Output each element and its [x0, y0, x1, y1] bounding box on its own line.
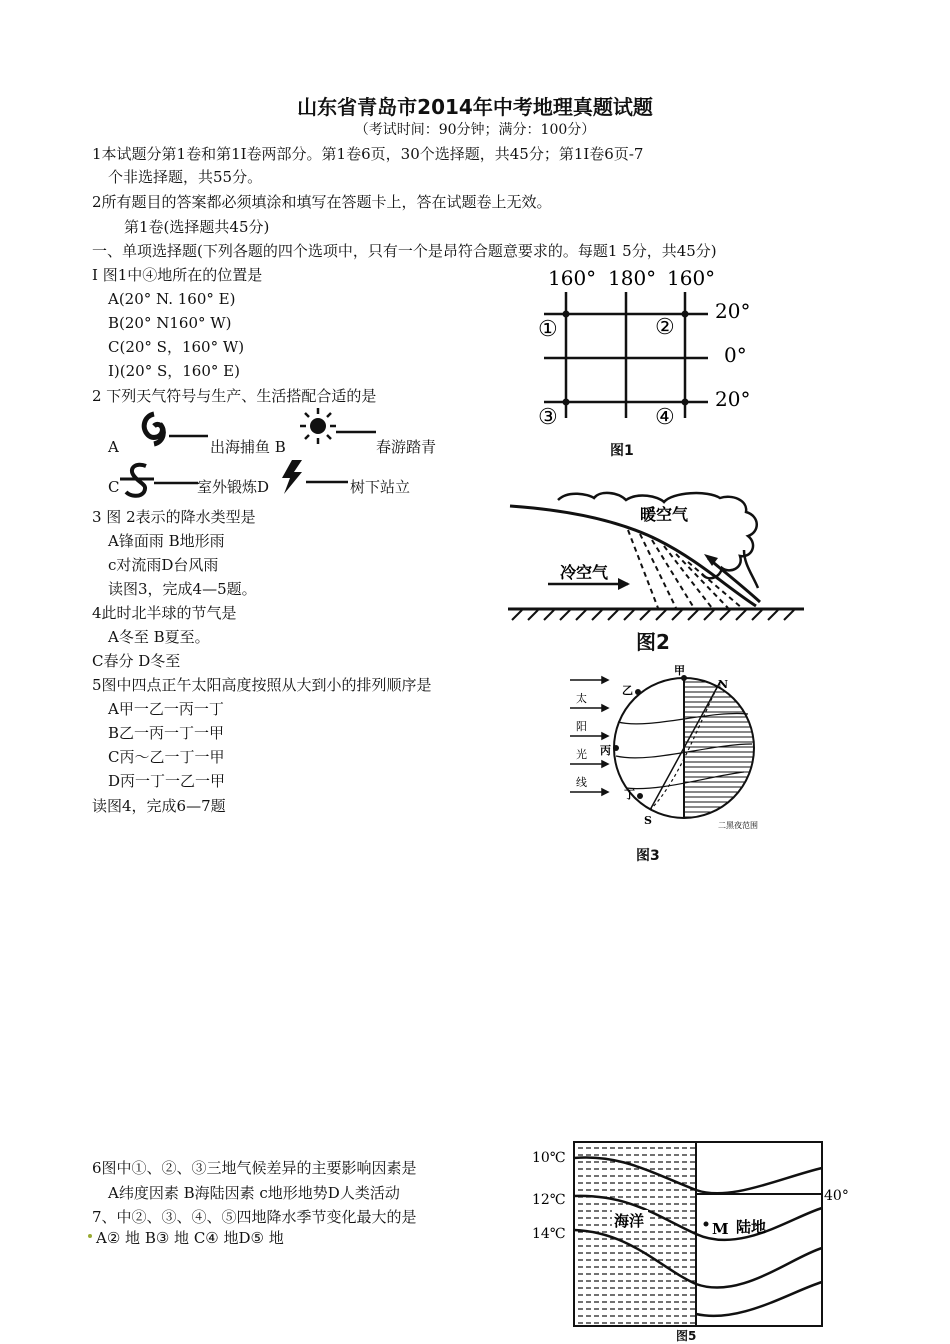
intro-line: 1本试题分第1卷和第1I卷两部分。第1卷6页，30个选择题，共45分；第1I卷6页-7	[92, 145, 644, 163]
marker-dot	[88, 1234, 92, 1238]
temp-label: 10℃	[532, 1150, 566, 1166]
lon-label: 160°	[667, 266, 716, 290]
question-1: I 图1中④地所在的位置是	[92, 266, 263, 284]
figure-5-caption: 图5	[676, 1329, 697, 1343]
lat-label: 20°	[715, 387, 751, 411]
sun-ray-label: 线	[576, 776, 587, 789]
question-6: 6图中①、②、③三地气候差异的主要影响因素是	[92, 1159, 417, 1177]
typhoon-icon	[136, 408, 211, 452]
land-label: 陆地	[736, 1218, 767, 1236]
reading-instruction: 读图3，完成4—5题。	[108, 580, 257, 598]
question-5: 5图中四点正午太阳高度按照从大到小的排列顺序是	[92, 676, 432, 694]
option: A锋面雨 B地形雨	[108, 532, 225, 550]
point-label: ②	[655, 315, 675, 340]
option-text: 树下站立	[350, 478, 411, 496]
option: I)(20° S，160° E)	[108, 362, 240, 380]
option: A(20° N. 160° E)	[108, 290, 236, 308]
lat-label: 0°	[724, 343, 747, 367]
option: B(20° N160° W)	[108, 314, 232, 332]
option-text: 出海捕鱼 B	[210, 438, 286, 456]
option: C春分 D冬至	[92, 652, 181, 670]
legend-label: 二黑夜范围	[718, 821, 758, 830]
doc-subtitle: （考试时间：90分钟；满分：100分）	[354, 122, 596, 138]
option: A纬度因素 B海陆因素 c地形地势D人类活动	[108, 1184, 400, 1202]
point-m-label: M	[712, 1220, 729, 1238]
reading-instruction: 读图4，完成6—7题	[92, 797, 226, 815]
lon-label: 160°	[548, 266, 597, 290]
section-instruction: 一、单项选择题(下列各题的四个选项中，只有一个是昂符合题意要求的。每题1 5分，共45分)	[92, 242, 717, 260]
warm-air-label: 暖空气	[640, 505, 689, 524]
question-7: 7、中②、③、④、⑤四地降水季节变化最大的是	[92, 1208, 417, 1226]
sun-ray-label: 阳	[576, 720, 587, 733]
question-3: 3 图 2表示的降水类型是	[92, 508, 256, 526]
point-label: ③	[538, 405, 558, 428]
figure-5-isotherm-map	[530, 1138, 860, 1330]
option: A② 地 B③ 地 C④ 地D⑤ 地	[96, 1229, 284, 1247]
option: c对流雨D台风雨	[108, 556, 219, 574]
point-label: 乙	[622, 684, 633, 697]
figure-3-caption: 图3	[636, 848, 660, 864]
intro-line: 个非选择题，共55分。	[108, 168, 263, 186]
figure-2-front-diagram	[508, 488, 808, 628]
lat-label: 20°	[715, 299, 751, 323]
thunderstorm-icon	[278, 458, 350, 498]
sandstorm-icon	[118, 458, 200, 502]
intro-line: 2所有题目的答案都必须填涂和填写在答题卡上，答在试题卷上无效。	[92, 193, 552, 211]
north-pole-label: N	[718, 678, 729, 691]
point-label: ①	[538, 317, 558, 342]
south-pole-label: S	[644, 814, 652, 827]
question-2: 2 下列天气符号与生产、生活搭配合适的是	[92, 387, 377, 405]
option: C(20° S，160° W)	[108, 338, 245, 356]
option: A甲一乙一丙一丁	[108, 700, 224, 718]
sun-ray-label: 太	[576, 692, 587, 705]
point-label: 甲	[674, 664, 685, 677]
figure-3-globe	[560, 660, 790, 840]
sea-label: 海洋	[614, 1212, 645, 1230]
lat-label: 40°	[824, 1188, 849, 1204]
point-label: 丙	[600, 744, 611, 757]
option-label: A	[108, 438, 119, 456]
cold-air-label: 冷空气	[560, 563, 609, 582]
lon-label: 180°	[608, 266, 657, 290]
option: B乙一丙一丁一甲	[108, 724, 225, 742]
sunny-icon	[298, 406, 378, 450]
figure-1-caption: 图1	[610, 443, 634, 459]
temp-label: 12℃	[532, 1192, 566, 1208]
option: A冬至 B夏至。	[108, 628, 210, 646]
point-label: ④	[655, 405, 675, 428]
question-4: 4此时北半球的节气是	[92, 604, 237, 622]
option: D丙一丁一乙一甲	[108, 772, 226, 790]
figure-1-grid	[520, 258, 780, 428]
temp-label: 14℃	[532, 1226, 566, 1242]
sun-ray-label: 光	[576, 748, 587, 761]
figure-2-caption: 图2	[636, 630, 670, 654]
section-heading: 第1卷(选择题共45分)	[124, 218, 270, 236]
point-label: 丁	[624, 788, 635, 801]
doc-title: 山东省青岛市2014年中考地理真题试题	[297, 95, 653, 119]
option-text: 春游踏青	[376, 438, 437, 456]
option-label: C	[108, 478, 120, 496]
option: C丙～乙一丁一甲	[108, 748, 225, 766]
option-text: 室外锻炼D	[197, 478, 270, 496]
